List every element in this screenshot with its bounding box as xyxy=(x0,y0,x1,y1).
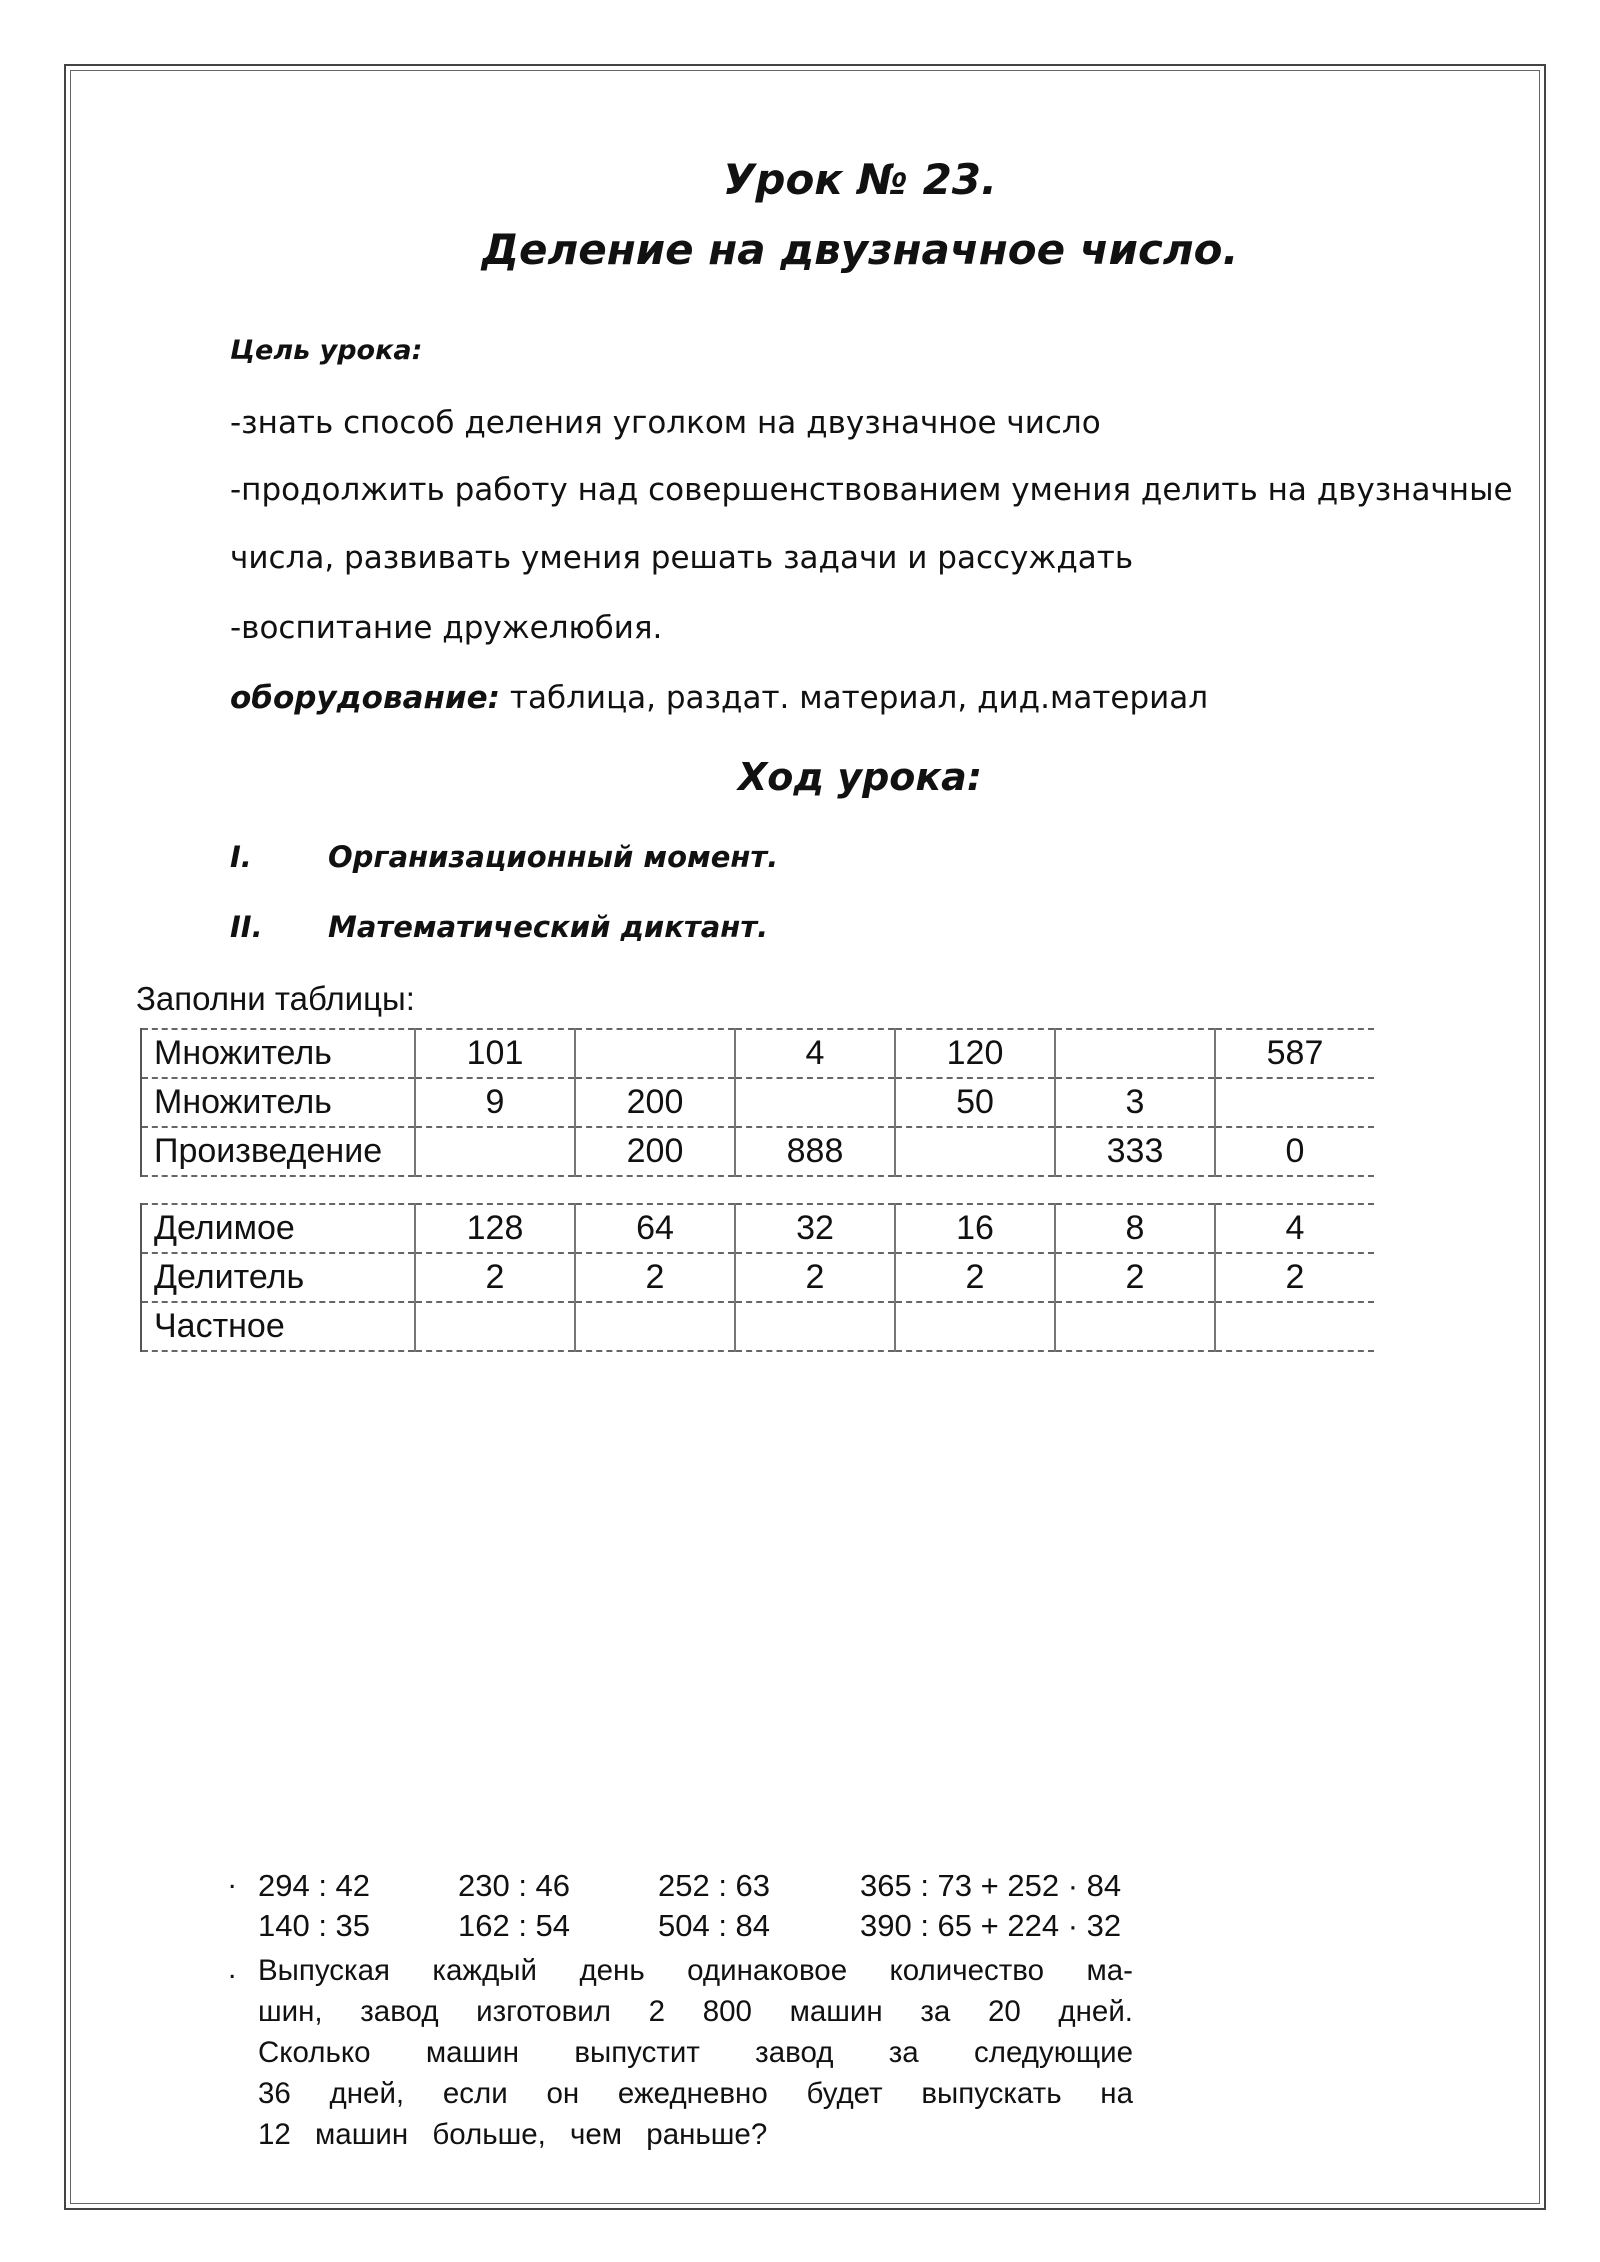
table-cell: 64 xyxy=(575,1204,735,1253)
row-label: Множитель xyxy=(141,1078,415,1127)
row-label: Множитель xyxy=(141,1029,415,1078)
problem-bullet: . xyxy=(228,1952,237,1985)
table-cell: 2 xyxy=(735,1253,895,1302)
table-row xyxy=(141,1204,1374,1253)
word-problem xyxy=(258,1950,1133,2155)
table-cell: 16 xyxy=(895,1204,1055,1253)
table-cell: 2 xyxy=(415,1253,575,1302)
division-table xyxy=(140,1203,1374,1352)
section-title: Математический диктант. xyxy=(328,910,769,944)
problem-line: Сколько машин выпустит завод за следующие xyxy=(258,2036,1133,2069)
goal-item: числа, развивать умения решать задачи и рассуждать xyxy=(230,540,1134,576)
lesson-course-heading: Ход урока: xyxy=(737,755,983,799)
table-cell xyxy=(735,1078,895,1127)
lesson-number-title: Урок № 23. xyxy=(723,155,997,204)
table-row xyxy=(141,1302,1374,1351)
table-cell: 2 xyxy=(575,1253,735,1302)
table-cell: 50 xyxy=(895,1078,1055,1127)
table-cell xyxy=(575,1302,735,1351)
table-row xyxy=(141,1078,1374,1127)
table-cell: 9 xyxy=(415,1078,575,1127)
table-row xyxy=(141,1127,1374,1176)
division-expression: 230 : 46 xyxy=(458,1868,571,1903)
fill-tables-instruction: Заполни таблицы: xyxy=(136,980,415,1017)
division-expression: 252 : 63 xyxy=(658,1868,771,1903)
compound-expression: 390 : 65 + 224 · 32 xyxy=(860,1908,1122,1943)
problem-line: 12 машин больше, чем раньше? xyxy=(258,2118,768,2151)
table-cell xyxy=(895,1127,1055,1176)
table-cell xyxy=(1215,1302,1374,1351)
goal-item: -воспитание дружелюбия. xyxy=(230,610,663,646)
equipment-text: таблица, раздат. материал, дид.материал xyxy=(500,680,1209,716)
table-cell: 587 xyxy=(1215,1029,1374,1078)
row-label: Делимое xyxy=(141,1204,415,1253)
table-cell: 3 xyxy=(1055,1078,1215,1127)
table-cell xyxy=(1055,1029,1215,1078)
table-cell: 200 xyxy=(575,1078,735,1127)
table-cell: 333 xyxy=(1055,1127,1215,1176)
table-cell xyxy=(575,1029,735,1078)
table-cell xyxy=(895,1302,1055,1351)
compound-expression: 365 : 73 + 252 · 84 xyxy=(860,1868,1122,1903)
row-label: Частное xyxy=(141,1302,415,1351)
table-cell: 2 xyxy=(1215,1253,1374,1302)
division-expression: 140 : 35 xyxy=(258,1908,371,1943)
problem-line: Выпуская каждый день одинаковое количество ма- xyxy=(258,1954,1133,1987)
table-cell: 4 xyxy=(735,1029,895,1078)
table-cell: 120 xyxy=(895,1029,1055,1078)
division-expression: 162 : 54 xyxy=(458,1908,571,1943)
section-organizational xyxy=(230,840,778,874)
lesson-topic-title: Деление на двузначное число. xyxy=(481,225,1239,274)
table-cell: 2 xyxy=(1055,1253,1215,1302)
problem-line: шин, завод изготовил 2 800 машин за 20 дней. xyxy=(258,1995,1133,2028)
table-cell: 888 xyxy=(735,1127,895,1176)
table-cell xyxy=(415,1302,575,1351)
division-expression: 294 : 42 xyxy=(258,1868,371,1903)
table-cell xyxy=(1055,1302,1215,1351)
section-title: Организационный момент. xyxy=(328,840,779,874)
table-cell: 200 xyxy=(575,1127,735,1176)
goal-label: Цель урока: xyxy=(230,335,423,366)
equipment-line xyxy=(230,680,1208,716)
problem-line: 36 дней, если он ежедневно будет выпускать на xyxy=(258,2077,1133,2110)
table-cell: 2 xyxy=(895,1253,1055,1302)
row-label: Произведение xyxy=(141,1127,415,1176)
goal-item: -знать способ деления уголком на двузначное число xyxy=(230,405,1101,441)
table-cell: 8 xyxy=(1055,1204,1215,1253)
table-cell: 0 xyxy=(1215,1127,1374,1176)
goal-item: -продолжить работу над совершенствованием умения делить на двузначные xyxy=(230,472,1513,508)
table-cell xyxy=(415,1127,575,1176)
equipment-label: оборудование: xyxy=(230,680,501,716)
table-cell xyxy=(735,1302,895,1351)
section-number: I. xyxy=(230,840,252,874)
table-row xyxy=(141,1029,1374,1078)
section-dictation xyxy=(230,910,768,944)
table-cell xyxy=(1215,1078,1374,1127)
division-expression: 504 : 84 xyxy=(658,1908,771,1943)
table-cell: 4 xyxy=(1215,1204,1374,1253)
exercise-bullet: . xyxy=(228,1862,237,1895)
multiplication-table xyxy=(140,1028,1374,1177)
table-cell: 101 xyxy=(415,1029,575,1078)
table-cell: 32 xyxy=(735,1204,895,1253)
section-number: II. xyxy=(230,910,263,944)
row-label: Делитель xyxy=(141,1253,415,1302)
table-row xyxy=(141,1253,1374,1302)
table-cell: 128 xyxy=(415,1204,575,1253)
